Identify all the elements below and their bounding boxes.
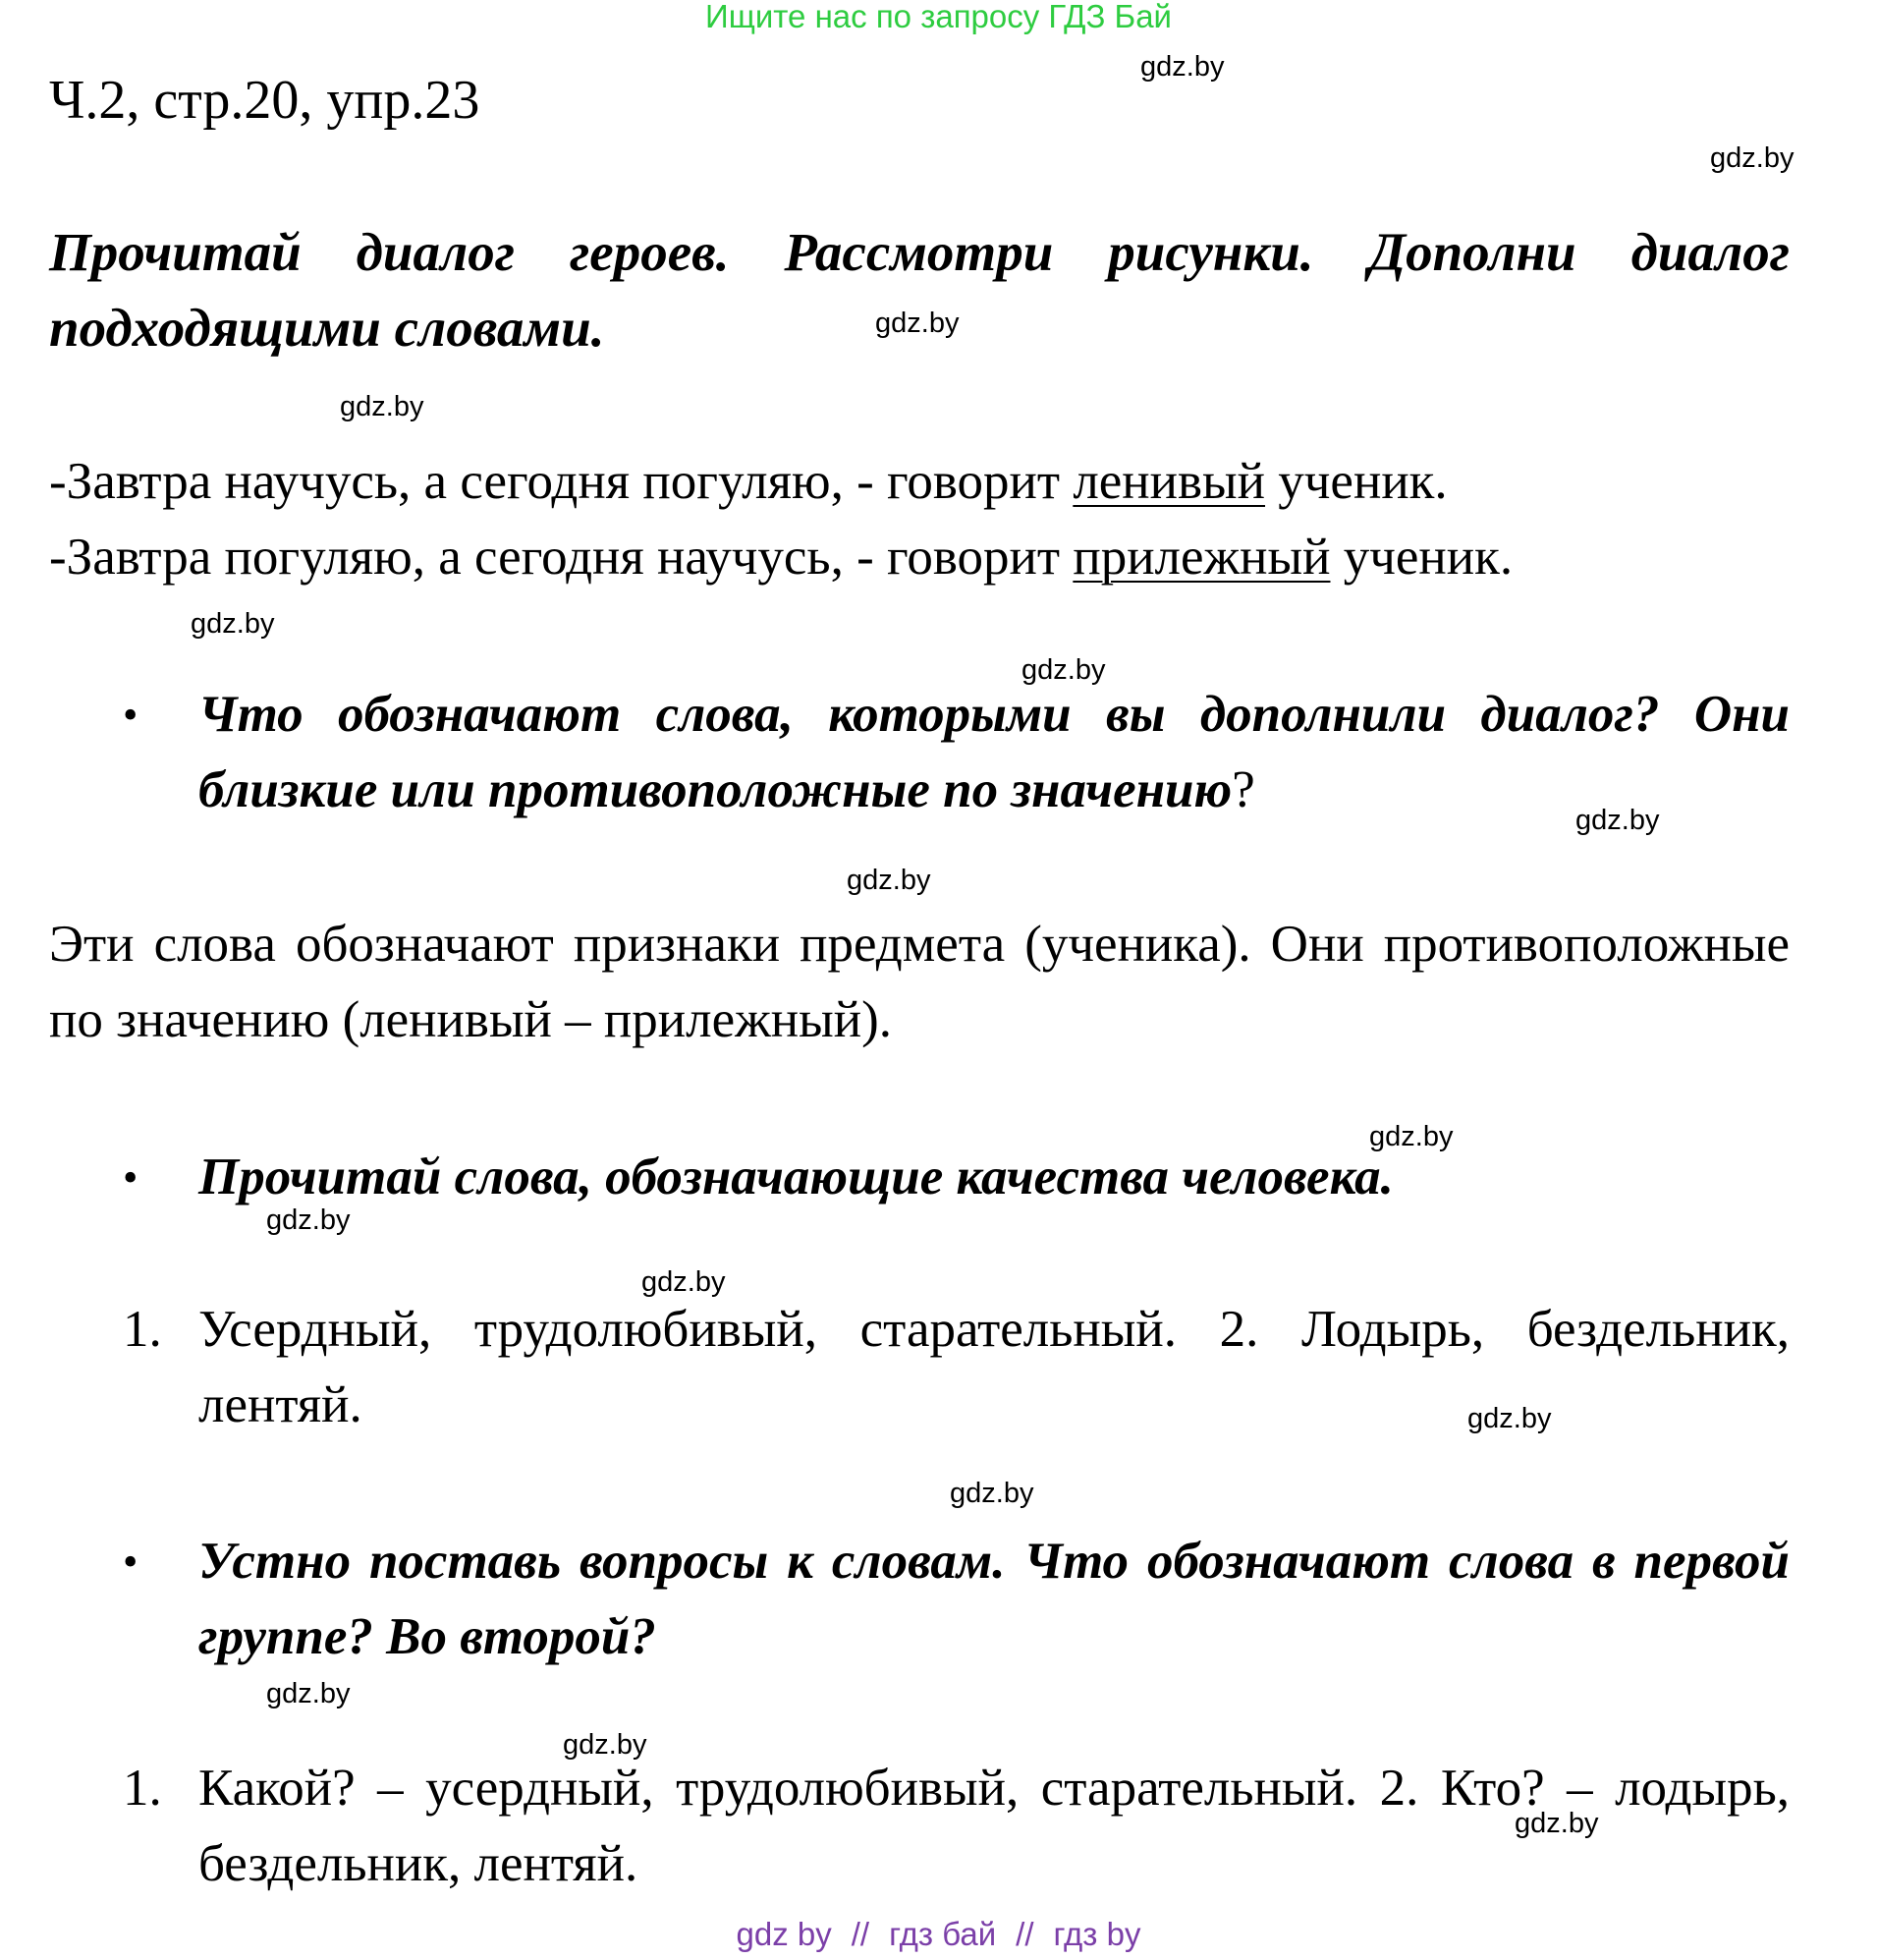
question-2: Прочитай слова, обозначающие качества человека. [198,1148,1394,1205]
question-1 [198,677,1790,828]
watermark: gdz.by [266,1204,351,1236]
dialog-text: ученик. [1265,453,1448,510]
answer-word: прилежный [1073,529,1331,586]
watermark: gdz.by [1710,142,1794,174]
watermark: gdz.by [1021,654,1106,686]
footer-link[interactable]: gdz by [736,1916,832,1952]
dialog-text: -Завтра погуляю, а сегодня научусь, - говорит [49,529,1074,586]
question-mark: ? [1232,761,1255,818]
footer-link[interactable]: гдз бай [889,1916,997,1952]
watermark: gdz.by [875,308,960,339]
dialog-text: ученик. [1330,529,1514,586]
list-number: 1. [123,1760,162,1817]
watermark: gdz.by [563,1729,647,1761]
footer-link[interactable]: гдз by [1053,1916,1141,1952]
watermark: gdz.by [1467,1403,1552,1434]
question-text: Что обозначают слова, которыми вы дополнили диалог? Они близкие или противоположные по значению [198,686,1790,818]
bullet: • [123,691,138,739]
promo-banner[interactable]: Ищите нас по запросу ГДЗ Бай [705,0,1172,34]
watermark: gdz.by [340,391,424,422]
watermark: gdz.by [1575,805,1660,836]
question-3: Устно поставь вопросы к словам. Что обозначают слова в первой группе? Во второй? [198,1533,1790,1665]
footer-links [0,1916,1877,1953]
watermark: gdz.by [1515,1808,1599,1839]
list-number: 1. [123,1301,162,1358]
dialog-line [49,520,1790,595]
answer-3: Какой? – усердный, трудолюбивый, старательный. 2. Кто? – лодырь, бездельник, лентяй. [198,1760,1790,1892]
dialog [49,444,1790,595]
answer-word: ленивый [1073,453,1266,510]
watermark: gdz.by [266,1678,351,1709]
watermark: gdz.by [191,608,275,640]
watermark: gdz.by [1369,1121,1454,1152]
answer-2: Усердный, трудолюбивый, старательный. 2. Лодырь, бездельник, лентяй. [198,1301,1790,1433]
bullet: • [123,1153,138,1202]
footer-separator: // [851,1916,870,1952]
watermark: gdz.by [847,865,931,896]
dialog-text: -Завтра научусь, а сегодня погуляю, - говорит [49,453,1074,510]
watermark: gdz.by [1140,51,1225,83]
task-instruction: Прочитай диалог героев. Рассмотри рисунки. Дополни диалог подходящими словами. [49,222,1790,358]
exercise-heading: Ч.2, стр.20, упр.23 [49,70,480,131]
footer-separator: // [1016,1916,1034,1952]
watermark: gdz.by [950,1478,1034,1509]
answer-1: Эти слова обозначают признаки предмета (ученика). Они противоположные по значению (ленивый – прилежный). [49,916,1790,1048]
watermark: gdz.by [641,1266,726,1298]
dialog-line [49,444,1790,520]
bullet: • [123,1538,138,1586]
